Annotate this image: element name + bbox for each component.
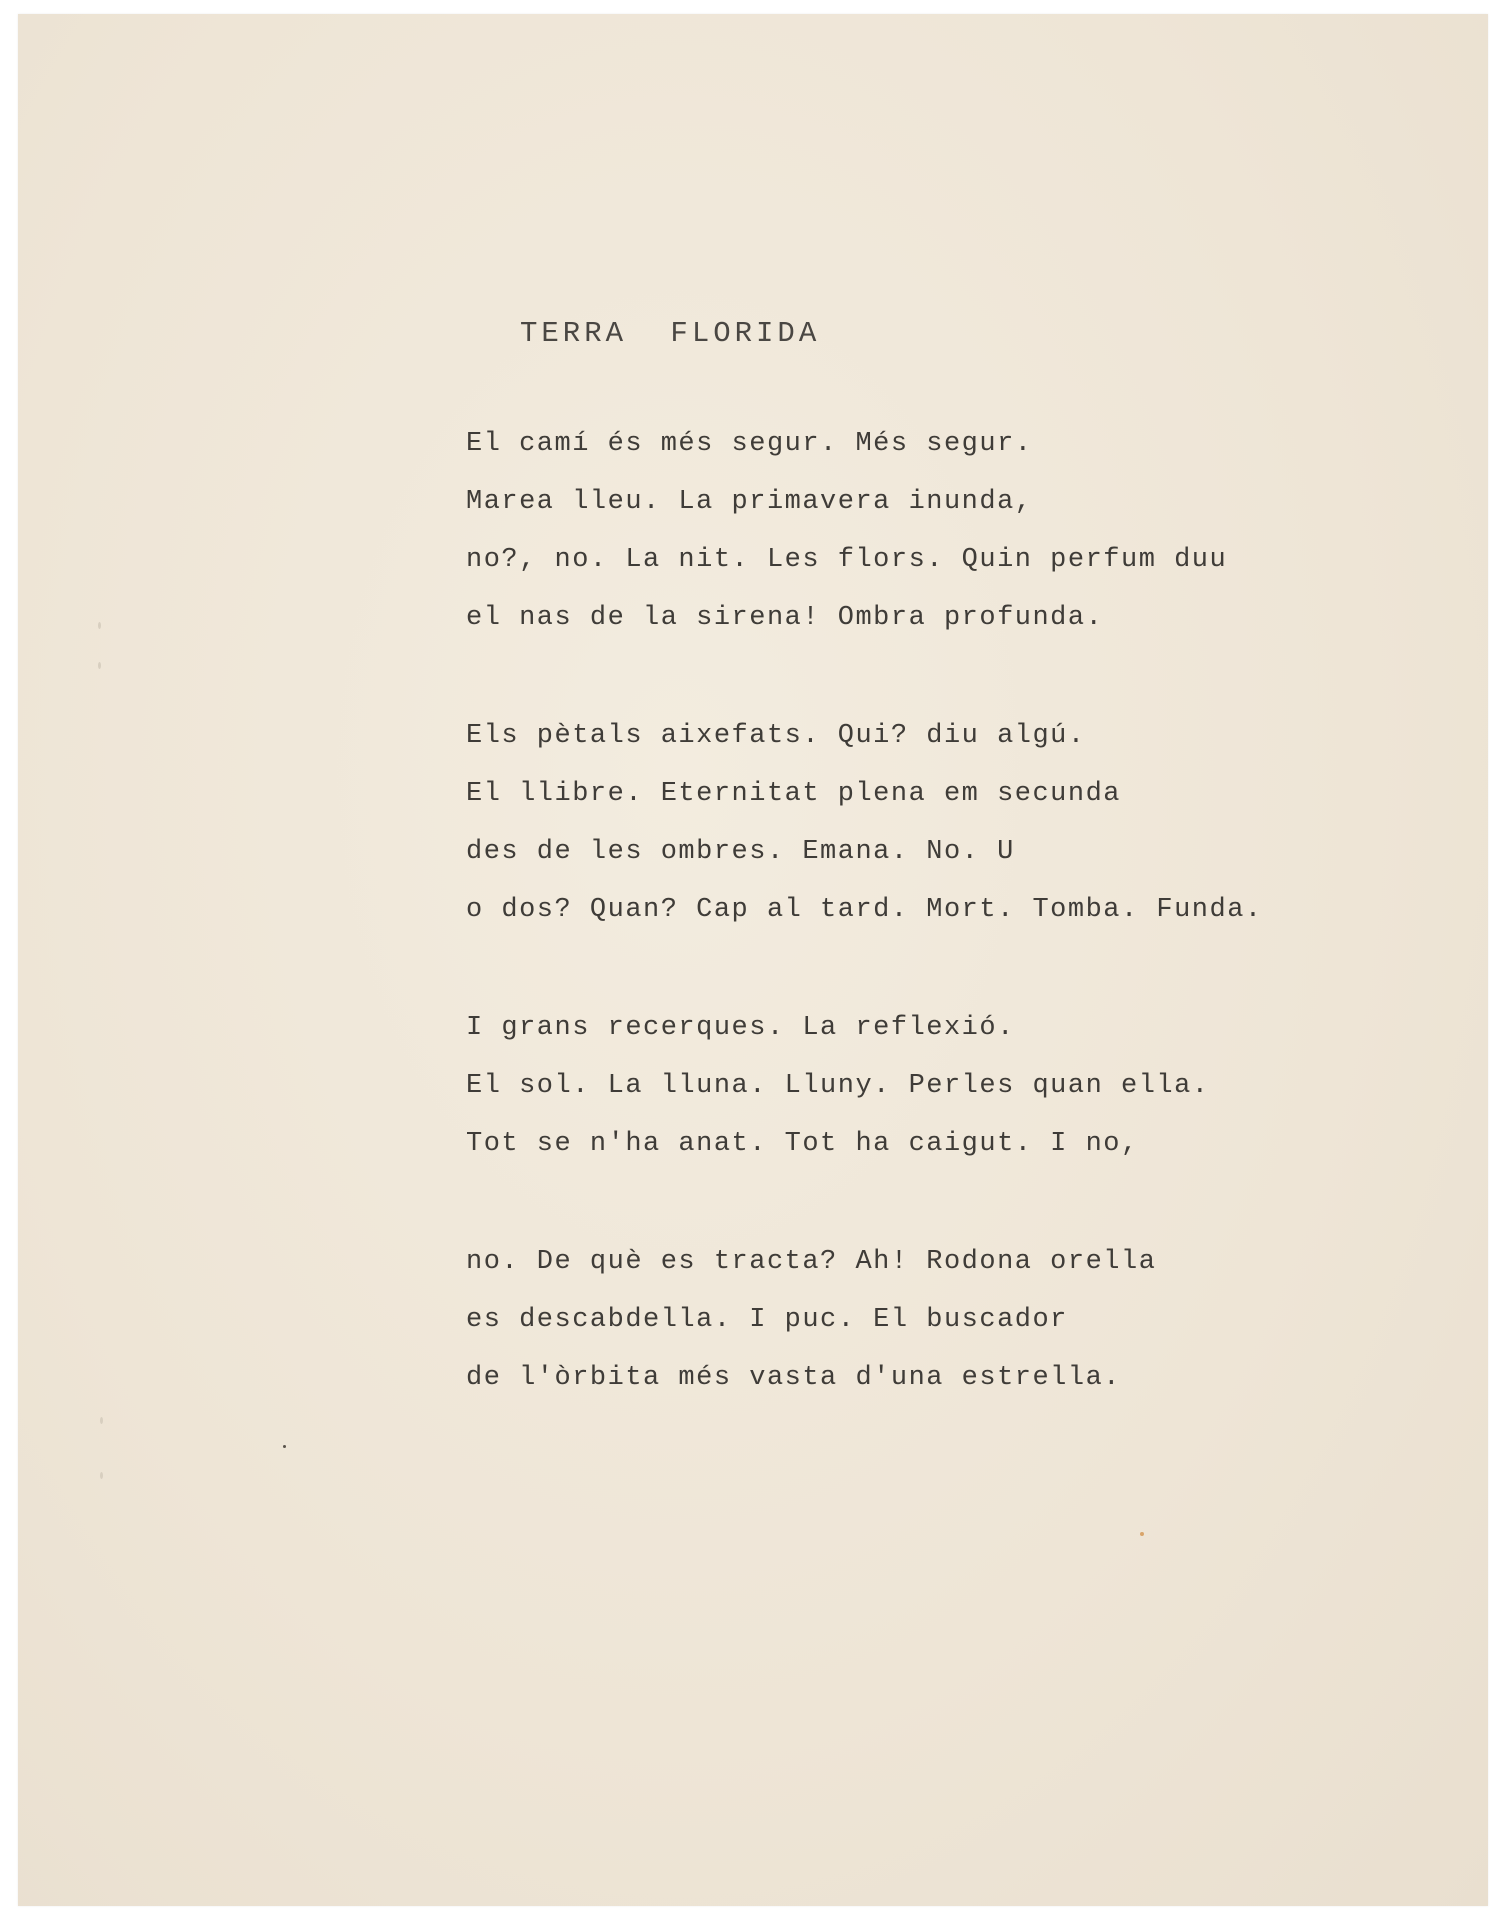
paper-speck <box>98 622 101 629</box>
poem-line: Els pètals aixefats. Qui? diu algú. <box>466 721 1086 751</box>
poem-line: el nas de la sirena! Ombra profunda. <box>466 603 1104 633</box>
paper-speck <box>1140 1532 1144 1536</box>
poem-line: I grans recerques. La reflexió. <box>466 1013 1015 1043</box>
poem-line: Tot se n'ha anat. Tot ha caigut. I no, <box>466 1129 1139 1159</box>
poem-line: El camí és més segur. Més segur. <box>466 429 1033 459</box>
poem-line: de l'òrbita més vasta d'una estrella. <box>466 1363 1121 1393</box>
paper-speck <box>98 662 101 669</box>
poem-line: no. De què es tracta? Ah! Rodona orella <box>466 1247 1157 1277</box>
poem-line: es descabdella. I puc. El buscador <box>466 1305 1068 1335</box>
poem-line: El llibre. Eternitat plena em secunda <box>466 779 1121 809</box>
poem-title: TERRA FLORIDA <box>520 317 821 350</box>
paper-sheet <box>18 14 1488 1906</box>
paper-speck <box>100 1417 103 1424</box>
paper-speck <box>283 1445 286 1448</box>
poem-line: no?, no. La nit. Les flors. Quin perfum duu <box>466 545 1228 575</box>
poem-line: des de les ombres. Emana. No. U <box>466 837 1015 867</box>
paper-speck <box>100 1472 103 1479</box>
poem-line: El sol. La lluna. Lluny. Perles quan ella. <box>466 1071 1210 1101</box>
poem-line: Marea lleu. La primavera inunda, <box>466 487 1033 517</box>
poem-line: o dos? Quan? Cap al tard. Mort. Tomba. Funda. <box>466 895 1263 925</box>
